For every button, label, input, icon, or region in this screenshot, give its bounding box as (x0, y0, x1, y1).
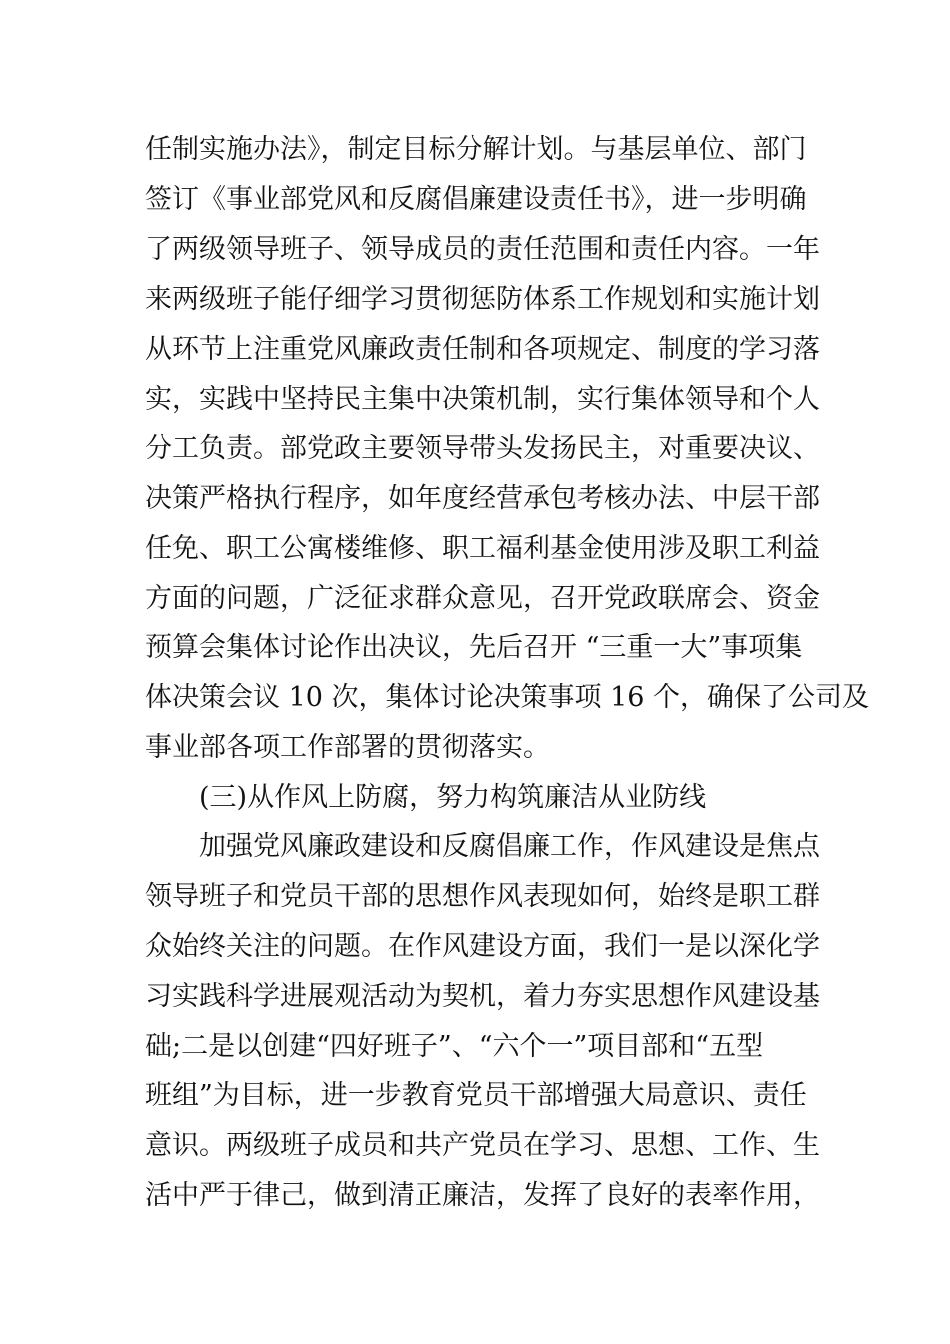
text-line: 实，实践中坚持民主集中决策机制，实行集体领导和个人 (145, 384, 820, 415)
text-line: 方面的问题，广泛征求群众意见，召开党政联席会、资金 (145, 583, 820, 614)
text-line: 预算会集体讨论作出决议，先后召开 “三重一大”事项集 (145, 632, 803, 663)
paragraph-start-line: 加强党风廉政建设和反腐倡廉工作，作风建设是焦点 (199, 831, 820, 862)
text-line: 事业部各项工作部署的贯彻落实。 (145, 732, 550, 763)
text-line: 体决策会议 10 次，集体讨论决策事项 16 个，确保了公司及 (145, 682, 870, 713)
text-line: 领导班子和党员干部的思想作风表现如何，始终是职工群 (145, 881, 820, 912)
text-line: 础;二是以创建“四好班子”、“六个一”项目部和“五型 (145, 1031, 764, 1062)
text-line: 意识。两级班子成员和共产党员在学习、思想、工作、生 (145, 1130, 820, 1161)
text-line: 来两级班子能仔细学习贯彻惩防体系工作规划和实施计划 (145, 284, 820, 315)
text-line: 分工负责。部党政主要领导带头发扬民主，对重要决议、 (145, 433, 820, 464)
text-line: 活中严于律己，做到清正廉洁，发挥了良好的表率作用， (145, 1180, 820, 1211)
text-line: 习实践科学进展观活动为契机，着力夯实思想作风建设基 (145, 981, 820, 1012)
text-line: 决策严格执行程序，如年度经营承包考核办法、中层干部 (145, 483, 820, 514)
section-heading: (三)从作风上防腐，努力构筑廉洁从业防线 (199, 782, 707, 813)
text-line: 任制实施办法》，制定目标分解计划。与基层单位、部门 (145, 134, 807, 165)
text-line: 任免、职工公寓楼维修、职工福利基金使用涉及职工利益 (145, 533, 820, 564)
text-line: 众始终关注的问题。在作风建设方面，我们一是以深化学 (145, 931, 820, 962)
text-line: 签订《事业部党风和反腐倡廉建设责任书》，进一步明确 (145, 184, 807, 215)
text-line: 班组”为目标，进一步教育党员干部增强大局意识、责任 (145, 1080, 807, 1111)
text-line: 从环节上注重党风廉政责任制和各项规定、制度的学习落 (145, 334, 820, 365)
text-line: 了两级领导班子、领导成员的责任范围和责任内容。一年 (145, 234, 820, 265)
